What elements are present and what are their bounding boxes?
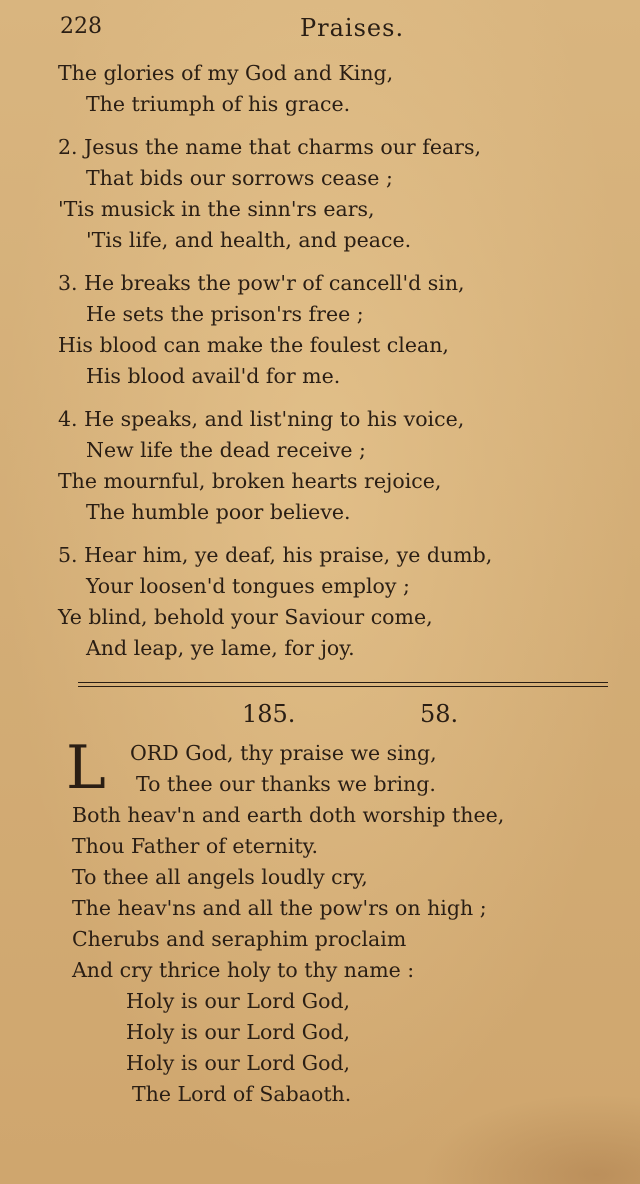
verse-line: His blood avail'd for me. — [86, 364, 341, 388]
verse-5 — [0, 540, 640, 664]
drop-cap: L — [66, 733, 106, 803]
verse-line: He sets the prison'rs free ; — [86, 302, 364, 326]
verse-line: 'Tis musick in the sinn'rs ears, — [58, 197, 375, 221]
verse-line: 'Tis life, and health, and peace. — [86, 228, 412, 252]
running-title: Praises. — [300, 14, 405, 42]
verse-line: Thou Father of eternity. — [72, 834, 318, 858]
page-header — [60, 14, 600, 46]
refrain-line: Holy is our Lord God, — [126, 1020, 351, 1044]
verse-line: To thee all angels loudly cry, — [72, 865, 368, 889]
hymn-heading — [0, 700, 640, 734]
verse-line: The glories of my God and King, — [58, 61, 394, 85]
verse-line: And cry thrice holy to thy name : — [72, 958, 415, 982]
hymn-number: 185. — [242, 700, 296, 728]
verse-line: ORD God, thy praise we sing, — [130, 741, 437, 765]
verse-4 — [0, 404, 640, 528]
verse-line: And leap, ye lame, for joy. — [86, 636, 355, 660]
verse-line: To thee our thanks we bring. — [136, 772, 436, 796]
verse-line: His blood can make the foulest clean, — [58, 333, 449, 357]
verse-line: 2. Jesus the name that charms our fears, — [58, 135, 482, 159]
verse-line: The mournful, broken hearts rejoice, — [58, 469, 442, 493]
verse-line: That bids our sorrows cease ; — [86, 166, 393, 190]
verse-line: The heav'ns and all the pow'rs on high ; — [72, 896, 487, 920]
verse-line: New life the dead receive ; — [86, 438, 366, 462]
tune-number: 58. — [420, 700, 459, 728]
verse-line: Ye blind, behold your Saviour come, — [58, 605, 433, 629]
verse-line: 3. He breaks the pow'r of cancell'd sin, — [58, 271, 465, 295]
verse-line: The humble poor believe. — [86, 500, 351, 524]
verse-line: Both heav'n and earth doth worship thee, — [72, 803, 505, 827]
verse-3 — [0, 268, 640, 392]
verse-line: Cherubs and seraphim proclaim — [72, 927, 407, 951]
refrain-line: Holy is our Lord God, — [126, 989, 351, 1013]
verse-line: Your loosen'd tongues employ ; — [86, 574, 410, 598]
refrain-line: The Lord of Sabaoth. — [132, 1082, 352, 1106]
hymn-continued — [0, 58, 640, 676]
section-divider — [78, 682, 608, 687]
verse-line: The triumph of his grace. — [86, 92, 351, 116]
verse-2 — [0, 132, 640, 256]
verse-1 — [0, 58, 640, 120]
refrain-line: Holy is our Lord God, — [126, 1051, 351, 1075]
hymn-185 — [0, 733, 640, 1110]
verse-line: 4. He speaks, and list'ning to his voice, — [58, 407, 465, 431]
verse-line: 5. Hear him, ye deaf, his praise, ye dumb, — [58, 543, 493, 567]
page-number: 228 — [60, 14, 102, 39]
